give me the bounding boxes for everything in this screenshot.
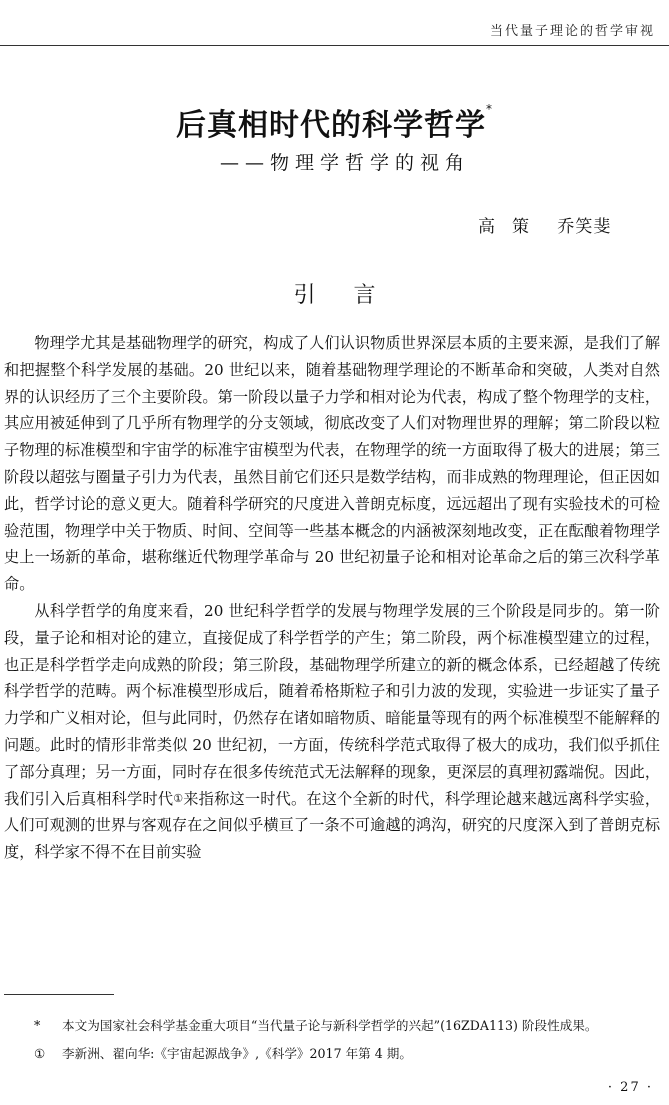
author-name: 乔笑斐 [557, 217, 612, 237]
author-line [478, 212, 611, 237]
article-title [0, 100, 669, 144]
section-heading: 引言 [293, 283, 414, 308]
footnote-mark: * [34, 1018, 41, 1033]
footnote [4, 1016, 660, 1036]
paragraph-text: 从科学哲学的角度来看，20 世纪科学哲学的发展与物理学发展的三个阶段是同步的。第一阶段，量子论和相对论的建立，直接促成了科学哲学的产生；第二阶段，两个标准模型建立的过程，也正是科学哲学走向成熟的阶段；第三阶段，基础物理学所建立的新的概念体系，已经超越了传统科学哲学的范畴。两个标准模型形成后，随着希格斯粒子和引力波的发现，实验进一步证实了量子力学和广义相对论，但与此同时，仍然存在诸如暗物质、暗能量等现有的两个标准模型不能解释的问题。此时的情形非常类似 20 世纪初，一方面，传统科学范式取得了极大的成功，我们似乎抓住了部分真理；另一方面，同时存在很多传统范式无法解释的现象，更深层的真理初露端倪。因此，我们引入后真相科学时代 [4, 601, 660, 808]
footnotes [4, 1016, 660, 1064]
paragraph [4, 598, 660, 866]
title-text: 后真相时代的科学哲学 [176, 108, 486, 143]
footnote-text: 本文为国家社会科学基金重大项目“当代量子论与新科学哲学的兴起”(16ZDA113) 阶段性成果。 [62, 1018, 598, 1033]
paragraph-text: 物理学尤其是基础物理学的研究，构成了人们认识物质世界深层本质的主要来源，是我们了解和把握整个科学发展的基础。20 世纪以来，随着基础物理学理论的不断革命和突破，人类对自然界的认识经历了三个主要阶段。第一阶段以量子力学和相对论为代表，构成了整个物理学的支柱，其应用被延伸到了几乎所有物理学的分支领域，彻底改变了人们对物理世界的理解；第二阶段以粒子物理的标准模型和宇宙学的标准宇宙模型为代表，在物理学的统一方面取得了极大的进展；第三阶段以超弦与圈量子引力为代表，虽然目前它们还只是数学结构，而非成熟的物理理论，但正因如此，哲学讨论的意义更大。随着科学研究的尺度进入普朗克标度，远远超出了现有实验技术的可检验范围，物理学中关于物质、时间、空间等一些基本概念的内涵被深刻地改变，正在酝酿着物理学史上一场新的革命，堪称继近代物理学革命与 20 世纪初量子论和相对论革命之后的第三次科学革命。 [4, 334, 660, 594]
footnote-mark: ① [34, 1046, 46, 1061]
footnote-text: 李新洲、翟向华:《宇宙起源战争》,《科学》2017 年第 4 期。 [62, 1046, 412, 1061]
page-number: · 27 · [607, 1080, 653, 1095]
article-subtitle: ——物理学哲学的视角 [220, 152, 471, 174]
running-head-text: 当代量子理论的哲学审视 [489, 24, 655, 39]
paragraph [4, 330, 660, 598]
footnote-rule [4, 994, 114, 995]
running-head [0, 0, 669, 46]
footnote [4, 1044, 660, 1064]
header-rule [0, 45, 669, 46]
author-name: 高策 [478, 217, 546, 237]
paragraph-text: 来指称这一时代。在这个全新的时代，科学理论越来越远离科学实验，人们可观测的世界与客观存在之间似乎横亘了一条不可逾越的鸿沟，研究的尺度深入到了普朗克标度，科学家不得不在目前实验 [4, 789, 661, 862]
footnote-ref-1[interactable]: ① [173, 791, 184, 805]
body-text [4, 330, 660, 866]
title-footnote-mark[interactable]: * [486, 102, 493, 116]
